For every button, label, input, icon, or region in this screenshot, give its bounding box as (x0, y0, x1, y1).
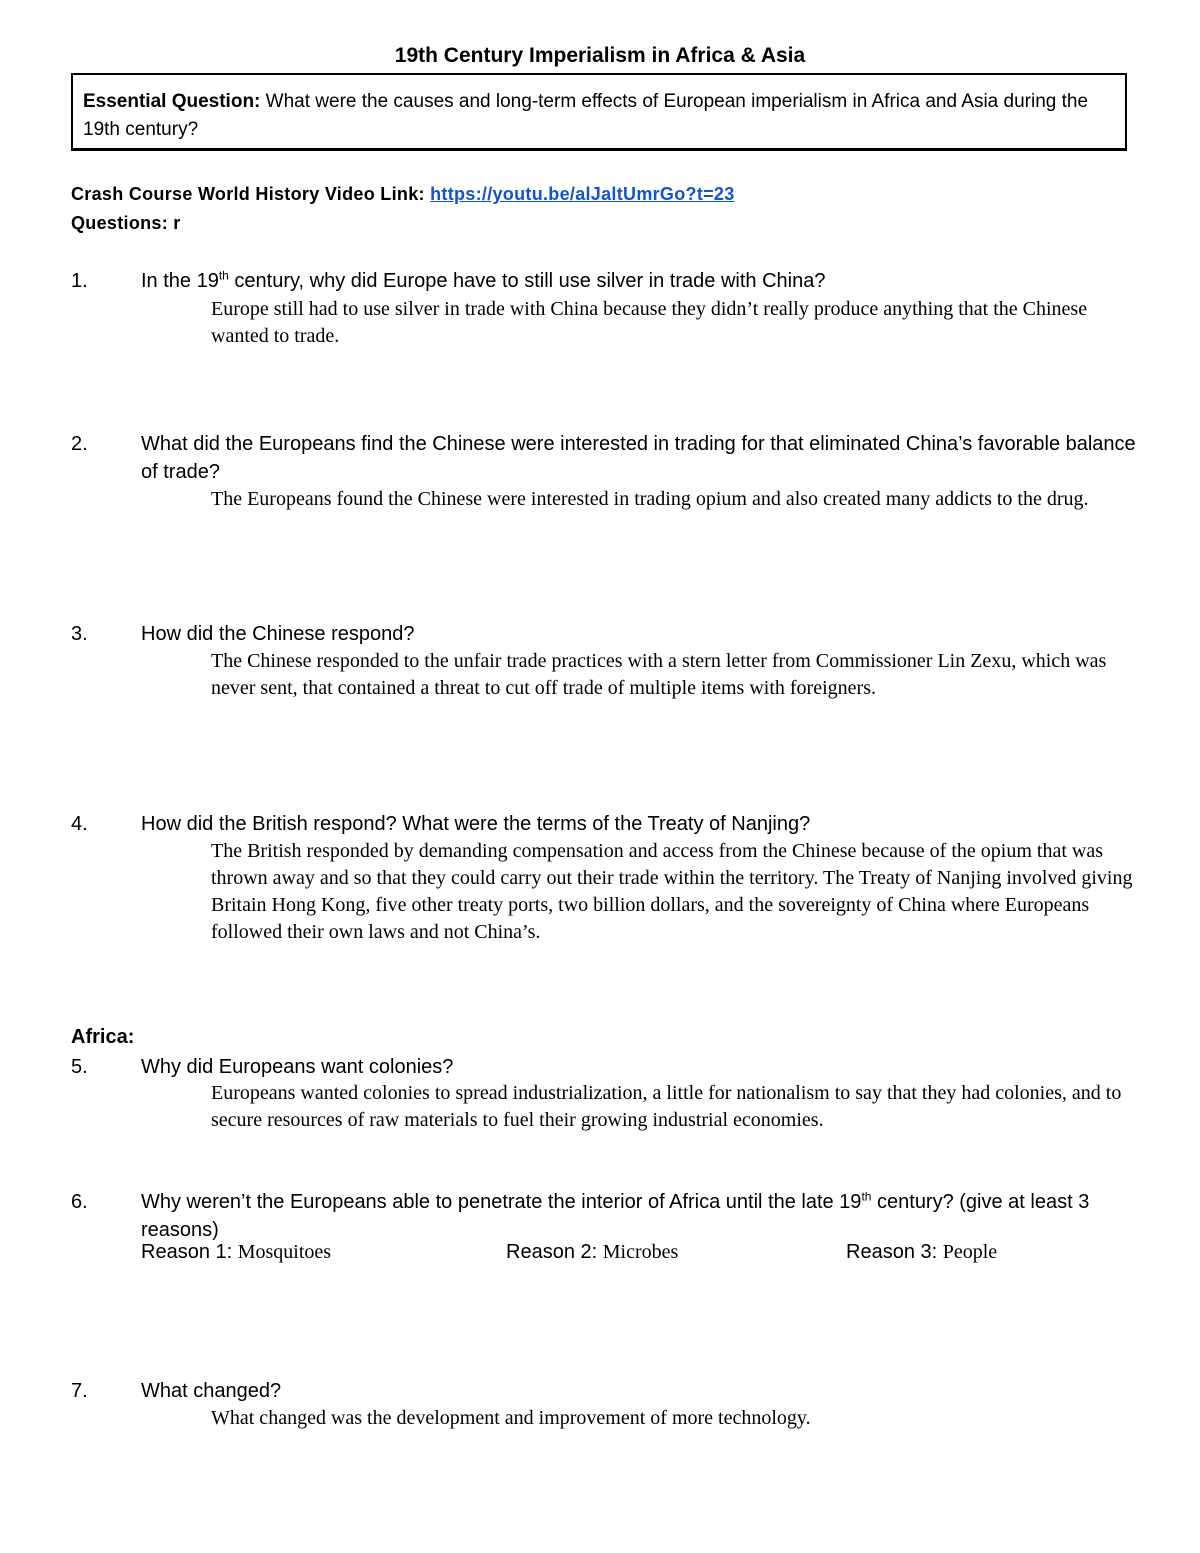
question-text: What did the Europeans find the Chinese were interested in trading for that eliminated China’s favorable balance of trade? (141, 433, 1136, 483)
video-link-label: Crash Course World History Video Link: (71, 184, 425, 204)
reason-label: Reason 2: (506, 1241, 603, 1263)
reason-label: Reason 3: (846, 1241, 943, 1263)
question-number: 6. (71, 1191, 88, 1213)
video-link-line (71, 184, 735, 205)
question-number: 7. (71, 1380, 88, 1402)
answer-text: The Europeans found the Chinese were interested in trading opium and also created many addicts to the drug. (211, 488, 1089, 510)
essential-question-box (71, 73, 1127, 151)
answer-text: The British responded by demanding compensation and access from the Chinese because of the opium that was thrown away and so that they could carry out their trade within the territory. The Treaty of Nanjing involved giving Britain Hong Kong, five other treaty ports, two billion dollars, and the sovereignty of China where Europeans followed their own laws and not China’s. (211, 840, 1133, 943)
questions-label: Questions: r (71, 213, 181, 233)
question-text: In the 19th century, why did Europe have to still use silver in trade with China? (141, 268, 826, 292)
reason-value: Mosquitoes (237, 1241, 332, 1263)
essential-question-text: What were the causes and long-term effects of European imperialism in Africa and Asia during the 19th century? (83, 91, 1089, 140)
question-text: How did the Chinese respond? (141, 623, 415, 645)
document-title: 19th Century Imperialism in Africa & Asia (394, 44, 806, 67)
answer-text: Europeans wanted colonies to spread industrialization, a little for nationalism to say that they had colonies, and to secure resources of raw materials to fuel their growing industrial economies. (211, 1082, 1122, 1131)
reason-item (846, 1241, 997, 1264)
question-text: How did the British respond? What were the terms of the Treaty of Nanjing? (141, 813, 811, 835)
reason-item (141, 1241, 331, 1264)
question-text: Why did Europeans want colonies? (141, 1056, 454, 1078)
reason-item (506, 1241, 678, 1264)
video-link[interactable]: https://youtu.be/alJaltUmrGo?t=23 (430, 184, 735, 204)
answer-text: Europe still had to use silver in trade with China because they didn’t really produce anything that the Chinese wanted to trade. (211, 298, 1088, 347)
essential-question-label: Essential Question: (83, 91, 261, 112)
reason-label: Reason 1: (141, 1241, 238, 1263)
question-number: 2. (71, 433, 88, 455)
question-number: 1. (71, 270, 88, 292)
question-text: Why weren’t the Europeans able to penetrate the interior of Africa until the late 19th century? (give at least 3 reasons) (141, 1189, 1090, 1241)
reason-value: Microbes (602, 1241, 679, 1263)
reason-value: People (942, 1241, 998, 1263)
answer-text: What changed was the development and improvement of more technology. (211, 1407, 811, 1429)
question-text: What changed? (141, 1380, 282, 1402)
question-number: 5. (71, 1056, 88, 1078)
answer-text: The Chinese responded to the unfair trade practices with a stern letter from Commissioner Lin Zexu, which was never sent, that contained a threat to cut off trade of multiple items with foreigners. (211, 650, 1107, 699)
question-number: 4. (71, 813, 88, 835)
question-number: 3. (71, 623, 88, 645)
section-heading-africa: Africa: (71, 1026, 135, 1048)
